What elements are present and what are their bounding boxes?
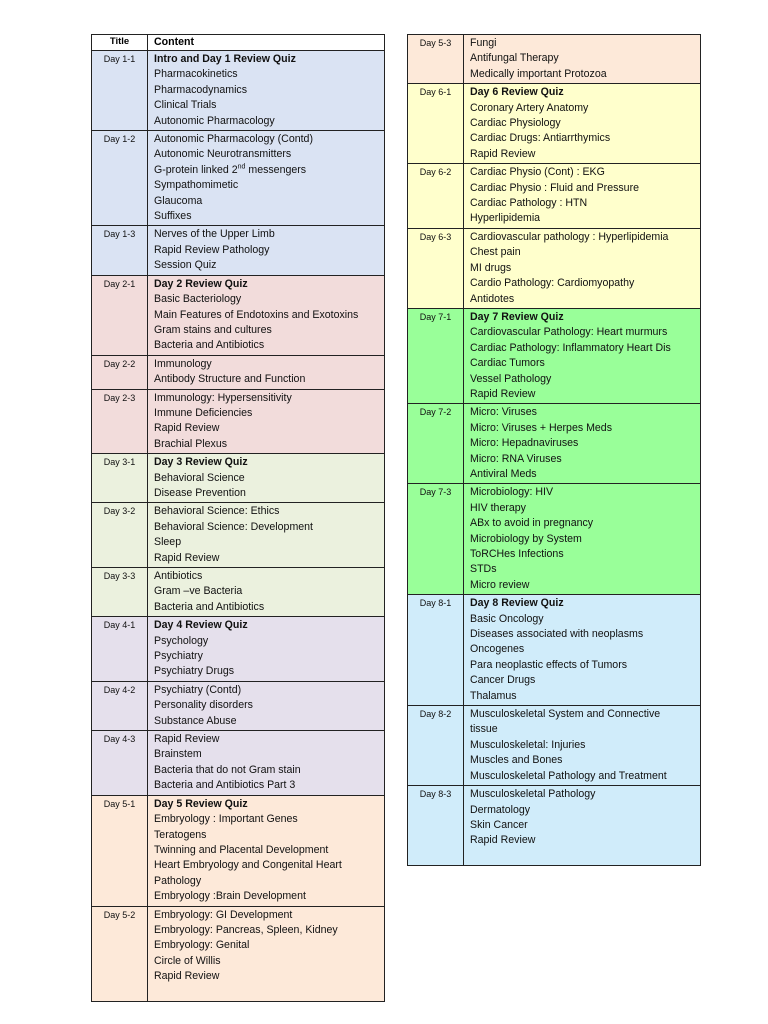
content-column-header: Content [148,35,385,51]
topic-list [464,595,701,706]
topic-list [464,228,701,308]
topic-item: Cardiac Physiology [470,117,561,130]
topic-item: Immunology [154,357,212,370]
schedule-row [92,226,385,275]
topic-item: Cardiac Physio : Fluid and Pressure [470,181,639,194]
topic-list [148,503,385,568]
topic-item: Medically important Protozoa [470,67,607,80]
schedule-row [92,275,385,355]
topic-list [148,389,385,454]
topic-item: Embryology: GI Development [154,908,293,921]
topic-list [464,308,701,403]
schedule-row [92,568,385,617]
topic-item: Psychiatry (Contd) [154,683,242,696]
schedule-row [92,731,385,796]
schedule-table-right [407,34,701,866]
topic-list [148,906,385,1001]
schedule-row [92,355,385,389]
topic-item: Personality disorders [154,699,253,712]
topic-item: Day 4 Review Quiz [154,619,248,632]
schedule-row [92,51,385,131]
topic-item: Embryology :Brain Development [154,890,306,903]
title-column-header: Title [92,35,148,51]
topic-item: Micro: Hepadnaviruses [470,437,579,450]
topic-item: Immunology: Hypersensitivity [154,391,292,404]
topic-item: Psychiatry Drugs [154,665,235,678]
topic-item: Suffixes [154,210,192,223]
topic-item: Behavioral Science: Development [154,520,313,533]
topic-item: Dermatology [470,803,531,816]
schedule-row [408,164,701,229]
topic-item: Cardiac Drugs: Antiarrthymics [470,132,611,145]
topic-item: Day 3 Review Quiz [154,456,248,469]
topic-item: Diseases associated with neoplasms [470,628,644,641]
topic-item: Pathology [154,874,202,887]
day-label: Day 6-1 [408,84,464,164]
day-label: Day 5-1 [92,795,148,906]
topic-item: Thalamus [470,689,517,702]
header-row [92,35,385,51]
topic-item: ToRCHes Infections [470,548,564,560]
topic-item: Cardiovascular pathology : Hyperlipidemia [470,230,669,243]
topic-list [464,786,701,866]
schedule-row [92,681,385,730]
topic-item: Session Quiz [154,259,217,272]
topic-item: Behavioral Science [154,471,245,484]
topic-item: Cardiac Physio (Cont) : EKG [470,166,605,179]
topic-item: Rapid Review [470,147,536,160]
schedule-row [408,786,701,866]
topic-item: Rapid Review [470,834,536,847]
topic-item: Day 6 Review Quiz [470,86,564,99]
topic-item: Pharmacodynamics [154,83,248,96]
topic-list [464,35,701,84]
topic-item: Brainstem [154,748,202,761]
topic-list [464,484,701,595]
day-label: Day 3-3 [92,568,148,617]
topic-item: Sleep [154,536,182,549]
topic-item: Muscles and Bones [470,754,563,767]
topic-list [148,681,385,730]
topic-item: Para neoplastic effects of Tumors [470,658,628,671]
day-label: Day 1-3 [92,226,148,275]
day-label: Day 2-1 [92,275,148,355]
topic-item: Basic Bacteriology [154,293,242,306]
topic-item: Basic Oncology [470,612,544,625]
topic-item: Gram stains and cultures [154,323,272,336]
day-label: Day 4-1 [92,617,148,682]
topic-item: Antifungal Therapy [470,52,559,65]
topic-item: Musculoskeletal Pathology and Treatment [470,769,667,782]
topic-item: Day 2 Review Quiz [154,277,248,290]
topic-item: Autonomic Neurotransmitters [154,148,292,161]
topic-item: Bacteria and Antibiotics [154,339,265,352]
topic-list [148,795,385,906]
topic-item: Cardiac Tumors [470,357,545,370]
topic-item: Day 7 Review Quiz [470,310,564,323]
topic-item: Pharmacokinetics [154,68,238,81]
topic-item: Behavioral Science: Ethics [154,505,280,518]
day-label: Day 7-3 [408,484,464,595]
topic-item: Embryology: Pancreas, Spleen, Kidney [154,923,338,936]
topic-item: Nerves of the Upper Limb [154,228,275,241]
topic-item: Embryology: Genital [154,939,250,952]
schedule-row [92,617,385,682]
topic-list [148,131,385,226]
day-label: Day 8-1 [408,595,464,706]
topic-item: Clinical Trials [154,99,217,112]
day-label: Day 6-2 [408,164,464,229]
day-label: Day 8-2 [408,706,464,786]
schedule-row [92,389,385,454]
topic-item: Fungi [470,37,497,49]
topic-item: Antibody Structure and Function [154,373,306,386]
topic-item: ABx to avoid in pregnancy [470,517,594,530]
topic-item: Brachial Plexus [154,437,228,450]
topic-item: STDs [470,563,497,576]
schedule-row [408,308,701,403]
topic-list [148,226,385,275]
schedule-row [408,595,701,706]
topic-item: Immune Deficiencies [154,406,253,419]
topic-list [148,731,385,796]
schedule-row [92,906,385,1001]
topic-item: Twinning and Placental Development [154,843,329,856]
topic-item: Micro: Viruses + Herpes Meds [470,421,612,434]
day-label: Day 7-1 [408,308,464,403]
day-label: Day 8-3 [408,786,464,866]
topic-item: Antiviral Meds [470,467,537,480]
topic-item: Rapid Review [154,551,220,564]
schedule-row [92,131,385,226]
topic-item: Cardiac Pathology : HTN [470,197,588,210]
day-label: Day 5-2 [92,906,148,1001]
topic-item: Cancer Drugs [470,674,536,687]
topic-item: Cardio Pathology: Cardiomyopathy [470,277,635,290]
topic-list [148,275,385,355]
day-label: Day 6-3 [408,228,464,308]
topic-item: MI drugs [470,261,512,274]
schedule-row [408,228,701,308]
topic-list [464,706,701,786]
topic-list [464,84,701,164]
topic-list [148,51,385,131]
schedule-row [408,706,701,786]
schedule-row [408,35,701,84]
topic-item: Vessel Pathology [470,372,552,385]
topic-item: Main Features of Endotoxins and Exotoxins [154,308,359,321]
topic-item: Cardiac Pathology: Inflammatory Heart Dis [470,341,671,354]
topic-item: Bacteria and Antibiotics Part 3 [154,779,296,792]
topic-item: Coronary Artery Anatomy [470,101,589,114]
topic-item: Musculoskeletal Pathology [470,788,596,801]
topic-item: Autonomic Pharmacology [154,114,275,127]
schedule-row [408,484,701,595]
day-label: Day 4-2 [92,681,148,730]
schedule-row [92,454,385,503]
topic-item: Bacteria that do not Gram stain [154,763,301,776]
schedule-row [408,404,701,484]
schedule-row [408,84,701,164]
day-label: Day 1-2 [92,131,148,226]
topic-item: Rapid Review [154,970,220,983]
topic-item: Rapid Review [470,387,536,400]
day-label: Day 7-2 [408,404,464,484]
topic-item: Psychiatry [154,650,203,663]
topic-item: Psychology [154,634,209,647]
day-label: Day 5-3 [408,35,464,84]
day-label: Day 2-2 [92,355,148,389]
topic-item: Intro and Day 1 Review Quiz [154,53,296,65]
topic-item: Rapid Review [154,422,220,435]
topic-item: Microbiology: HIV [470,486,554,499]
topic-item: Antidotes [470,292,515,305]
topic-item: G-protein linked 2nd messengers [154,163,307,176]
day-label: Day 2-3 [92,389,148,454]
topic-item: Chest pain [470,246,521,259]
topic-item: Antibiotics [154,570,203,582]
topic-item: Micro: Viruses [470,406,537,419]
topic-list [148,454,385,503]
topic-list [148,355,385,389]
day-label: Day 1-1 [92,51,148,131]
topic-item: Circle of Willis [154,954,221,967]
topic-item: Disease Prevention [154,486,246,499]
topic-list [148,617,385,682]
topic-item: Embryology : Important Genes [154,813,298,826]
topic-item: Bacteria and Antibiotics [154,600,265,613]
topic-item: tissue [470,723,498,736]
topic-item: Sympathomimetic [154,179,239,192]
topic-item: Day 8 Review Quiz [470,597,564,610]
topic-item: Heart Embryology and Congenital Heart [154,859,342,872]
topic-item: Glaucoma [154,194,203,207]
schedule-row [92,795,385,906]
topic-item: Day 5 Review Quiz [154,797,248,810]
schedule-row [92,503,385,568]
topic-item: HIV therapy [470,501,526,514]
topic-list [464,164,701,229]
topic-item: Micro: RNA Viruses [470,452,562,465]
topic-item: Substance Abuse [154,714,237,727]
topic-item: Autonomic Pharmacology (Contd) [154,133,313,146]
topic-item: Musculoskeletal: Injuries [470,738,586,751]
topic-item: Oncogenes [470,643,525,656]
schedule-table-left [91,34,385,1002]
topic-item: Rapid Review Pathology [154,243,270,256]
topic-item: Gram –ve Bacteria [154,585,243,598]
day-label: Day 4-3 [92,731,148,796]
topic-list [148,568,385,617]
topic-item: Micro review [470,578,530,591]
topic-item: Musculoskeletal System and Connective [470,708,661,721]
topic-item: Cardiovascular Pathology: Heart murmurs [470,326,668,339]
topic-item: Teratogens [154,828,207,841]
topic-list [464,404,701,484]
topic-item: Rapid Review [154,733,220,746]
day-label: Day 3-2 [92,503,148,568]
topic-item: Skin Cancer [470,818,528,831]
topic-item: Hyperlipidemia [470,212,541,225]
topic-item: Microbiology by System [470,532,582,545]
day-label: Day 3-1 [92,454,148,503]
